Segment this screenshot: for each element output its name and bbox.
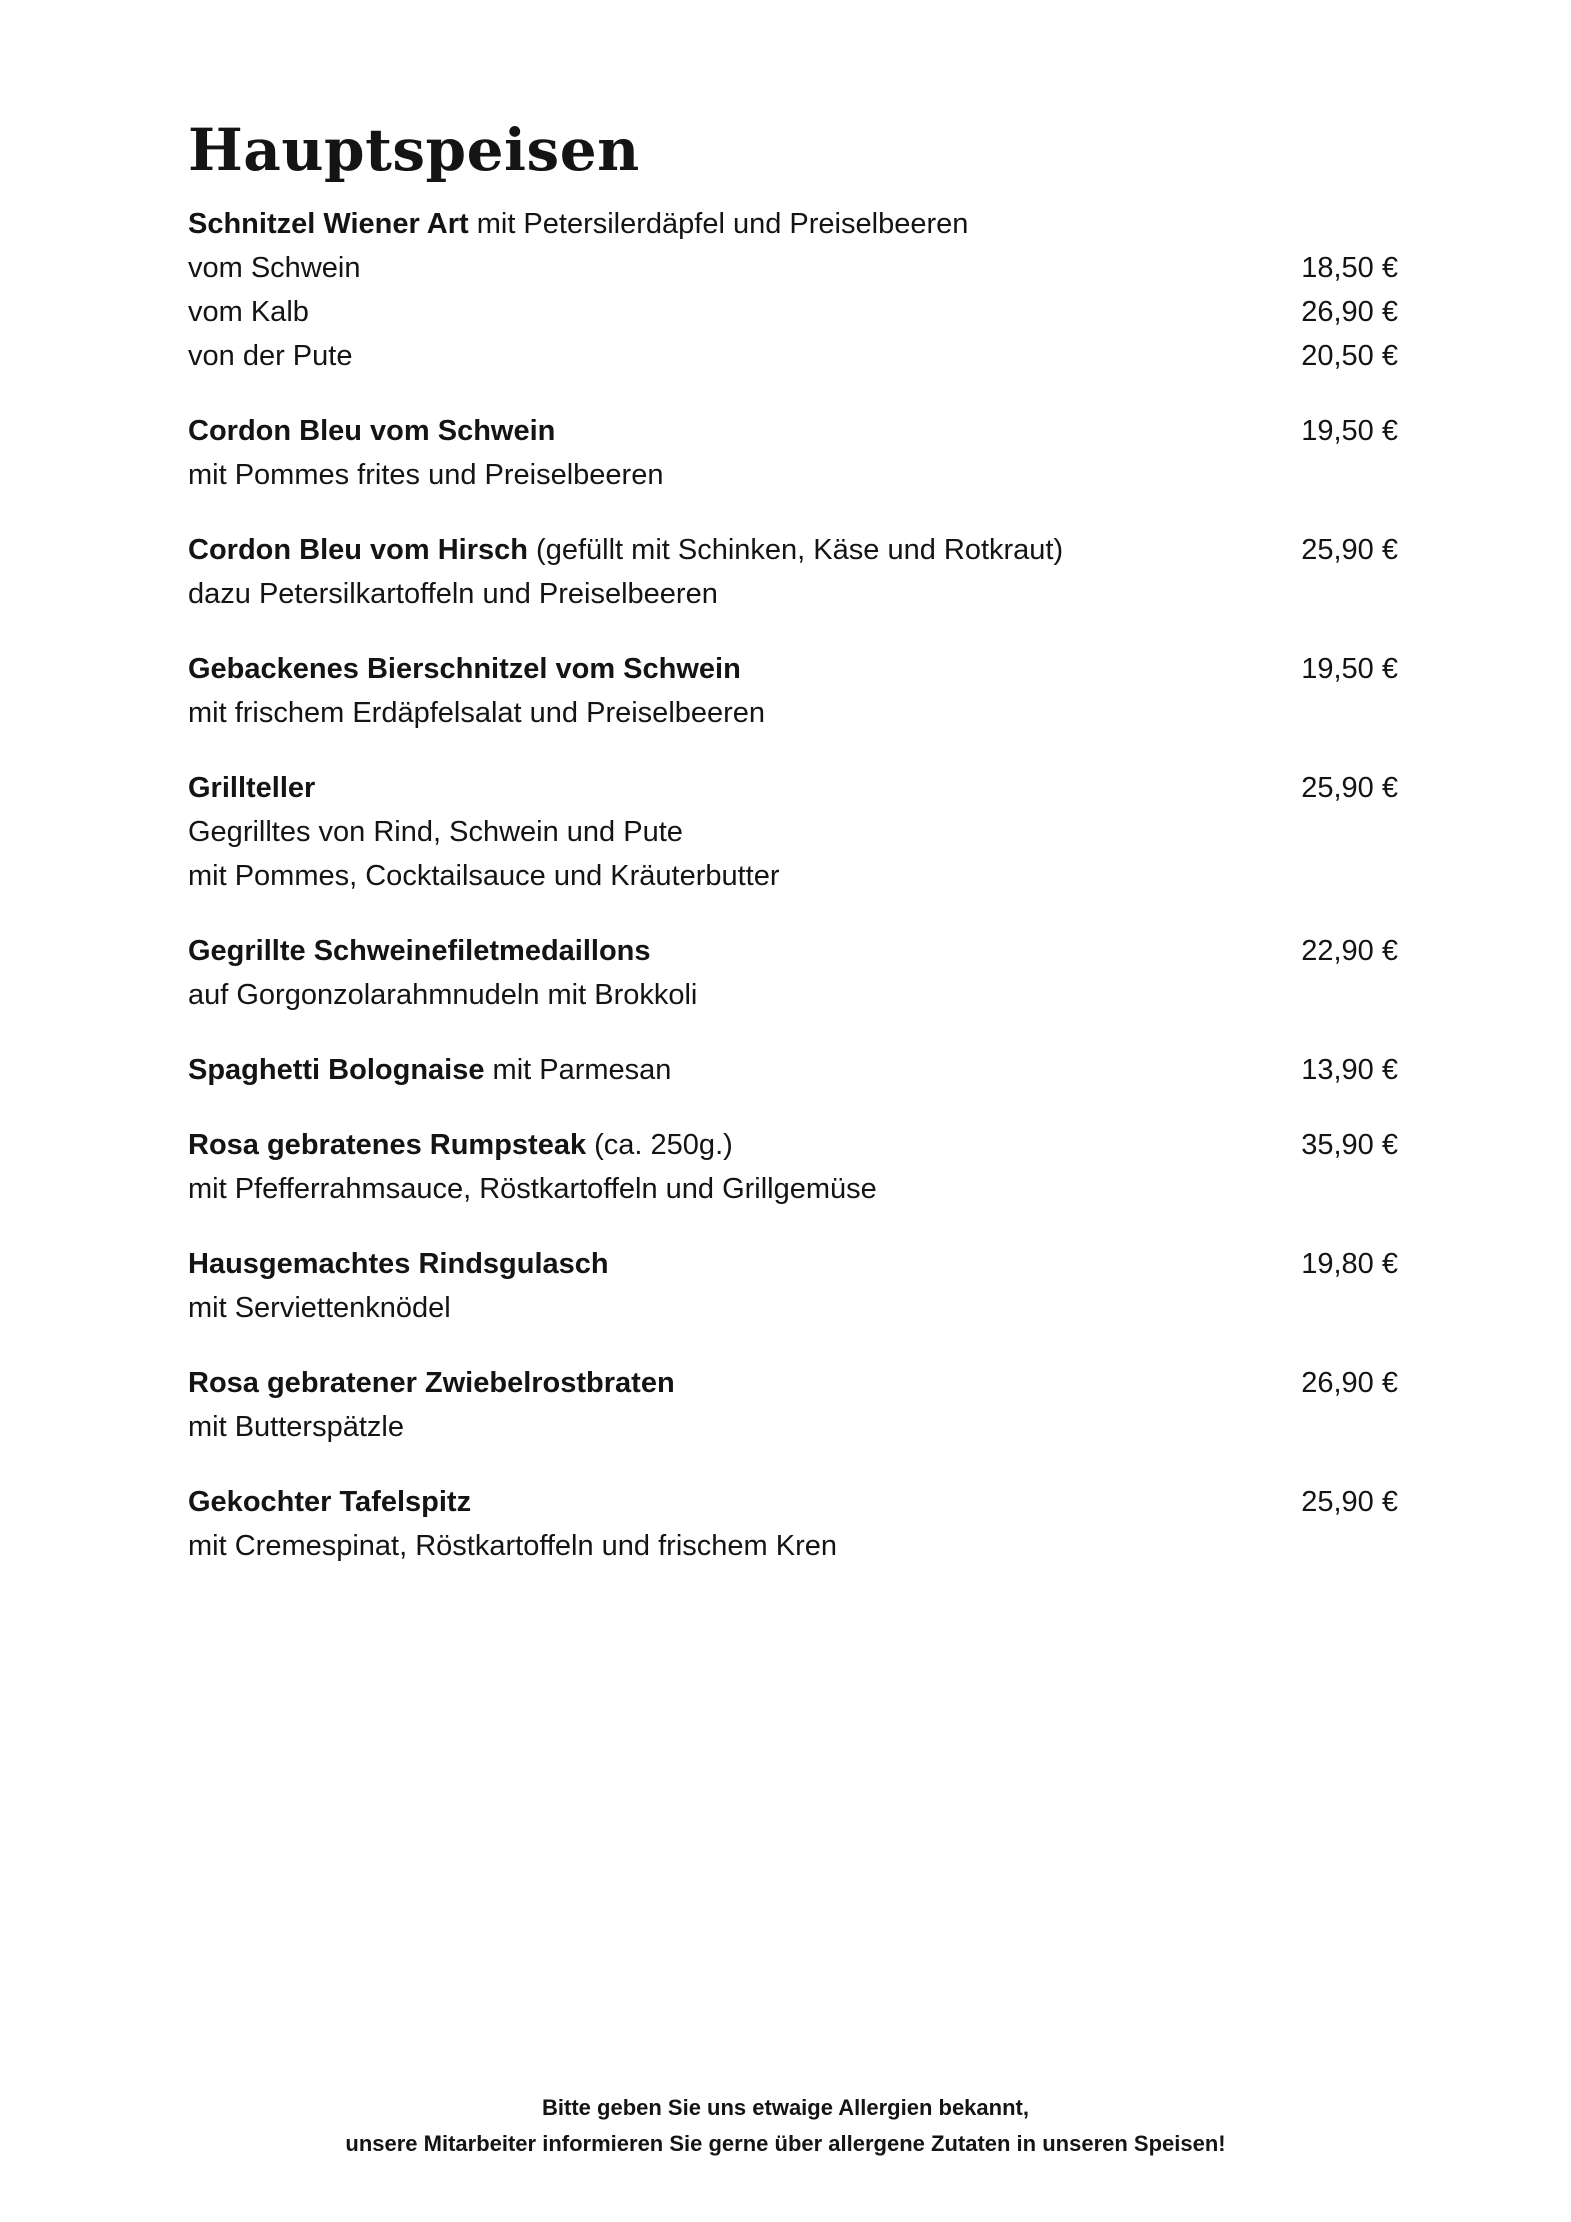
description-line: mit Pommes, Cocktailsauce und Kräuterbutter bbox=[188, 860, 780, 892]
description-line: mit Pommes frites und Preiselbeeren bbox=[188, 459, 664, 491]
menu-item-title bbox=[188, 528, 1063, 572]
menu-item-title bbox=[188, 1123, 733, 1167]
menu-item-price: 13,90 € bbox=[1301, 1054, 1398, 1086]
menu-item-name-suffix: (ca. 250g.) bbox=[586, 1129, 733, 1161]
menu-item-header bbox=[188, 1048, 1398, 1092]
description-line: mit Serviettenknödel bbox=[188, 1292, 451, 1324]
menu-item-name: Hausgemachtes Rindsgulasch bbox=[188, 1248, 609, 1280]
menu-item-title bbox=[188, 1048, 671, 1092]
menu-item-header bbox=[188, 409, 1398, 453]
variant-label: von der Pute bbox=[188, 340, 353, 372]
menu-item-description bbox=[188, 453, 1398, 497]
menu-item-price: 35,90 € bbox=[1301, 1129, 1398, 1161]
menu-item-name: Cordon Bleu vom Schwein bbox=[188, 415, 556, 447]
menu-item-header bbox=[188, 929, 1398, 973]
menu-item-price: 25,90 € bbox=[1301, 772, 1398, 804]
variant-price: 26,90 € bbox=[1301, 296, 1398, 328]
menu-item-price: 25,90 € bbox=[1301, 534, 1398, 566]
menu-item-header bbox=[188, 766, 1398, 810]
menu-item bbox=[188, 1048, 1398, 1092]
menu-item-price: 25,90 € bbox=[1301, 1486, 1398, 1518]
menu-item bbox=[188, 647, 1398, 735]
menu-item bbox=[188, 1361, 1398, 1449]
description-line: Gegrilltes von Rind, Schwein und Pute bbox=[188, 816, 683, 848]
description-line: auf Gorgonzolarahmnudeln mit Brokkoli bbox=[188, 979, 698, 1011]
menu-list bbox=[188, 202, 1398, 1599]
menu-item-description bbox=[188, 1286, 1398, 1330]
menu-item-name: Grillteller bbox=[188, 772, 316, 804]
menu-item-name-suffix: mit Petersilerdäpfel und Preiselbeeren bbox=[468, 208, 969, 240]
variant-label: vom Kalb bbox=[188, 296, 309, 328]
menu-item bbox=[188, 528, 1398, 616]
allergy-notice-line: Bitte geben Sie uns etwaige Allergien bekannt, bbox=[542, 2095, 1029, 2120]
menu-item-header bbox=[188, 528, 1398, 572]
description-line: mit Pfefferrahmsauce, Röstkartoffeln und Grillgemüse bbox=[188, 1173, 877, 1205]
menu-item-name-suffix: (gefüllt mit Schinken, Käse und Rotkraut) bbox=[528, 534, 1064, 566]
variant-price: 18,50 € bbox=[1301, 252, 1398, 284]
menu-item-price: 19,80 € bbox=[1301, 1248, 1398, 1280]
variant-label: vom Schwein bbox=[188, 252, 361, 284]
menu-item-header bbox=[188, 1123, 1398, 1167]
menu-item-description bbox=[188, 572, 1398, 616]
menu-item-header bbox=[188, 202, 1398, 246]
menu-item-header bbox=[188, 1242, 1398, 1286]
menu-item-price: 19,50 € bbox=[1301, 415, 1398, 447]
page-title: Hauptspeisen bbox=[188, 116, 640, 184]
menu-item-title bbox=[188, 202, 968, 246]
menu-item-variant bbox=[188, 290, 1398, 334]
menu-item bbox=[188, 409, 1398, 497]
menu-item-price: 26,90 € bbox=[1301, 1367, 1398, 1399]
menu-item-header bbox=[188, 1361, 1398, 1405]
menu-item-variant bbox=[188, 334, 1398, 378]
menu-item-description bbox=[188, 973, 1398, 1017]
menu-item-name: Spaghetti Bolognaise bbox=[188, 1054, 485, 1086]
menu-item-name: Rosa gebratenes Rumpsteak bbox=[188, 1129, 587, 1161]
allergy-notice bbox=[0, 2090, 1571, 2162]
menu-item bbox=[188, 1242, 1398, 1330]
description-line: mit frischem Erdäpfelsalat und Preiselbeeren bbox=[188, 697, 766, 729]
menu-item bbox=[188, 1480, 1398, 1568]
menu-item-name: Schnitzel Wiener Art bbox=[188, 208, 469, 240]
menu-item-name: Gebackenes Bierschnitzel vom Schwein bbox=[188, 653, 741, 685]
menu-item-name: Gekochter Tafelspitz bbox=[188, 1486, 472, 1518]
description-line: mit Cremespinat, Röstkartoffeln und frischem Kren bbox=[188, 1530, 838, 1562]
menu-item-variant bbox=[188, 246, 1398, 290]
menu-item-name: Rosa gebratener Zwiebelrostbraten bbox=[188, 1367, 675, 1399]
menu-item bbox=[188, 766, 1398, 898]
menu-item-description bbox=[188, 1167, 1398, 1211]
allergy-notice-line: unsere Mitarbeiter informieren Sie gerne über allergene Zutaten in unseren Speisen! bbox=[345, 2131, 1226, 2156]
menu-item-header bbox=[188, 647, 1398, 691]
menu-item-name: Gegrillte Schweinefiletmedaillons bbox=[188, 935, 651, 967]
description-line: mit Butterspätzle bbox=[188, 1411, 404, 1443]
menu-item bbox=[188, 1123, 1398, 1211]
menu-item-description bbox=[188, 1524, 1398, 1568]
variant-price: 20,50 € bbox=[1301, 340, 1398, 372]
menu-item-description bbox=[188, 1405, 1398, 1449]
menu-item-name: Cordon Bleu vom Hirsch bbox=[188, 534, 528, 566]
menu-item-price: 19,50 € bbox=[1301, 653, 1398, 685]
menu-item bbox=[188, 202, 1398, 378]
menu-item-description bbox=[188, 810, 1398, 854]
description-line: dazu Petersilkartoffeln und Preiselbeeren bbox=[188, 578, 718, 610]
menu-item-price: 22,90 € bbox=[1301, 935, 1398, 967]
menu-item-name-suffix: mit Parmesan bbox=[484, 1054, 672, 1086]
menu-item-header bbox=[188, 1480, 1398, 1524]
menu-item bbox=[188, 929, 1398, 1017]
menu-item-description bbox=[188, 691, 1398, 735]
menu-item-description bbox=[188, 854, 1398, 898]
